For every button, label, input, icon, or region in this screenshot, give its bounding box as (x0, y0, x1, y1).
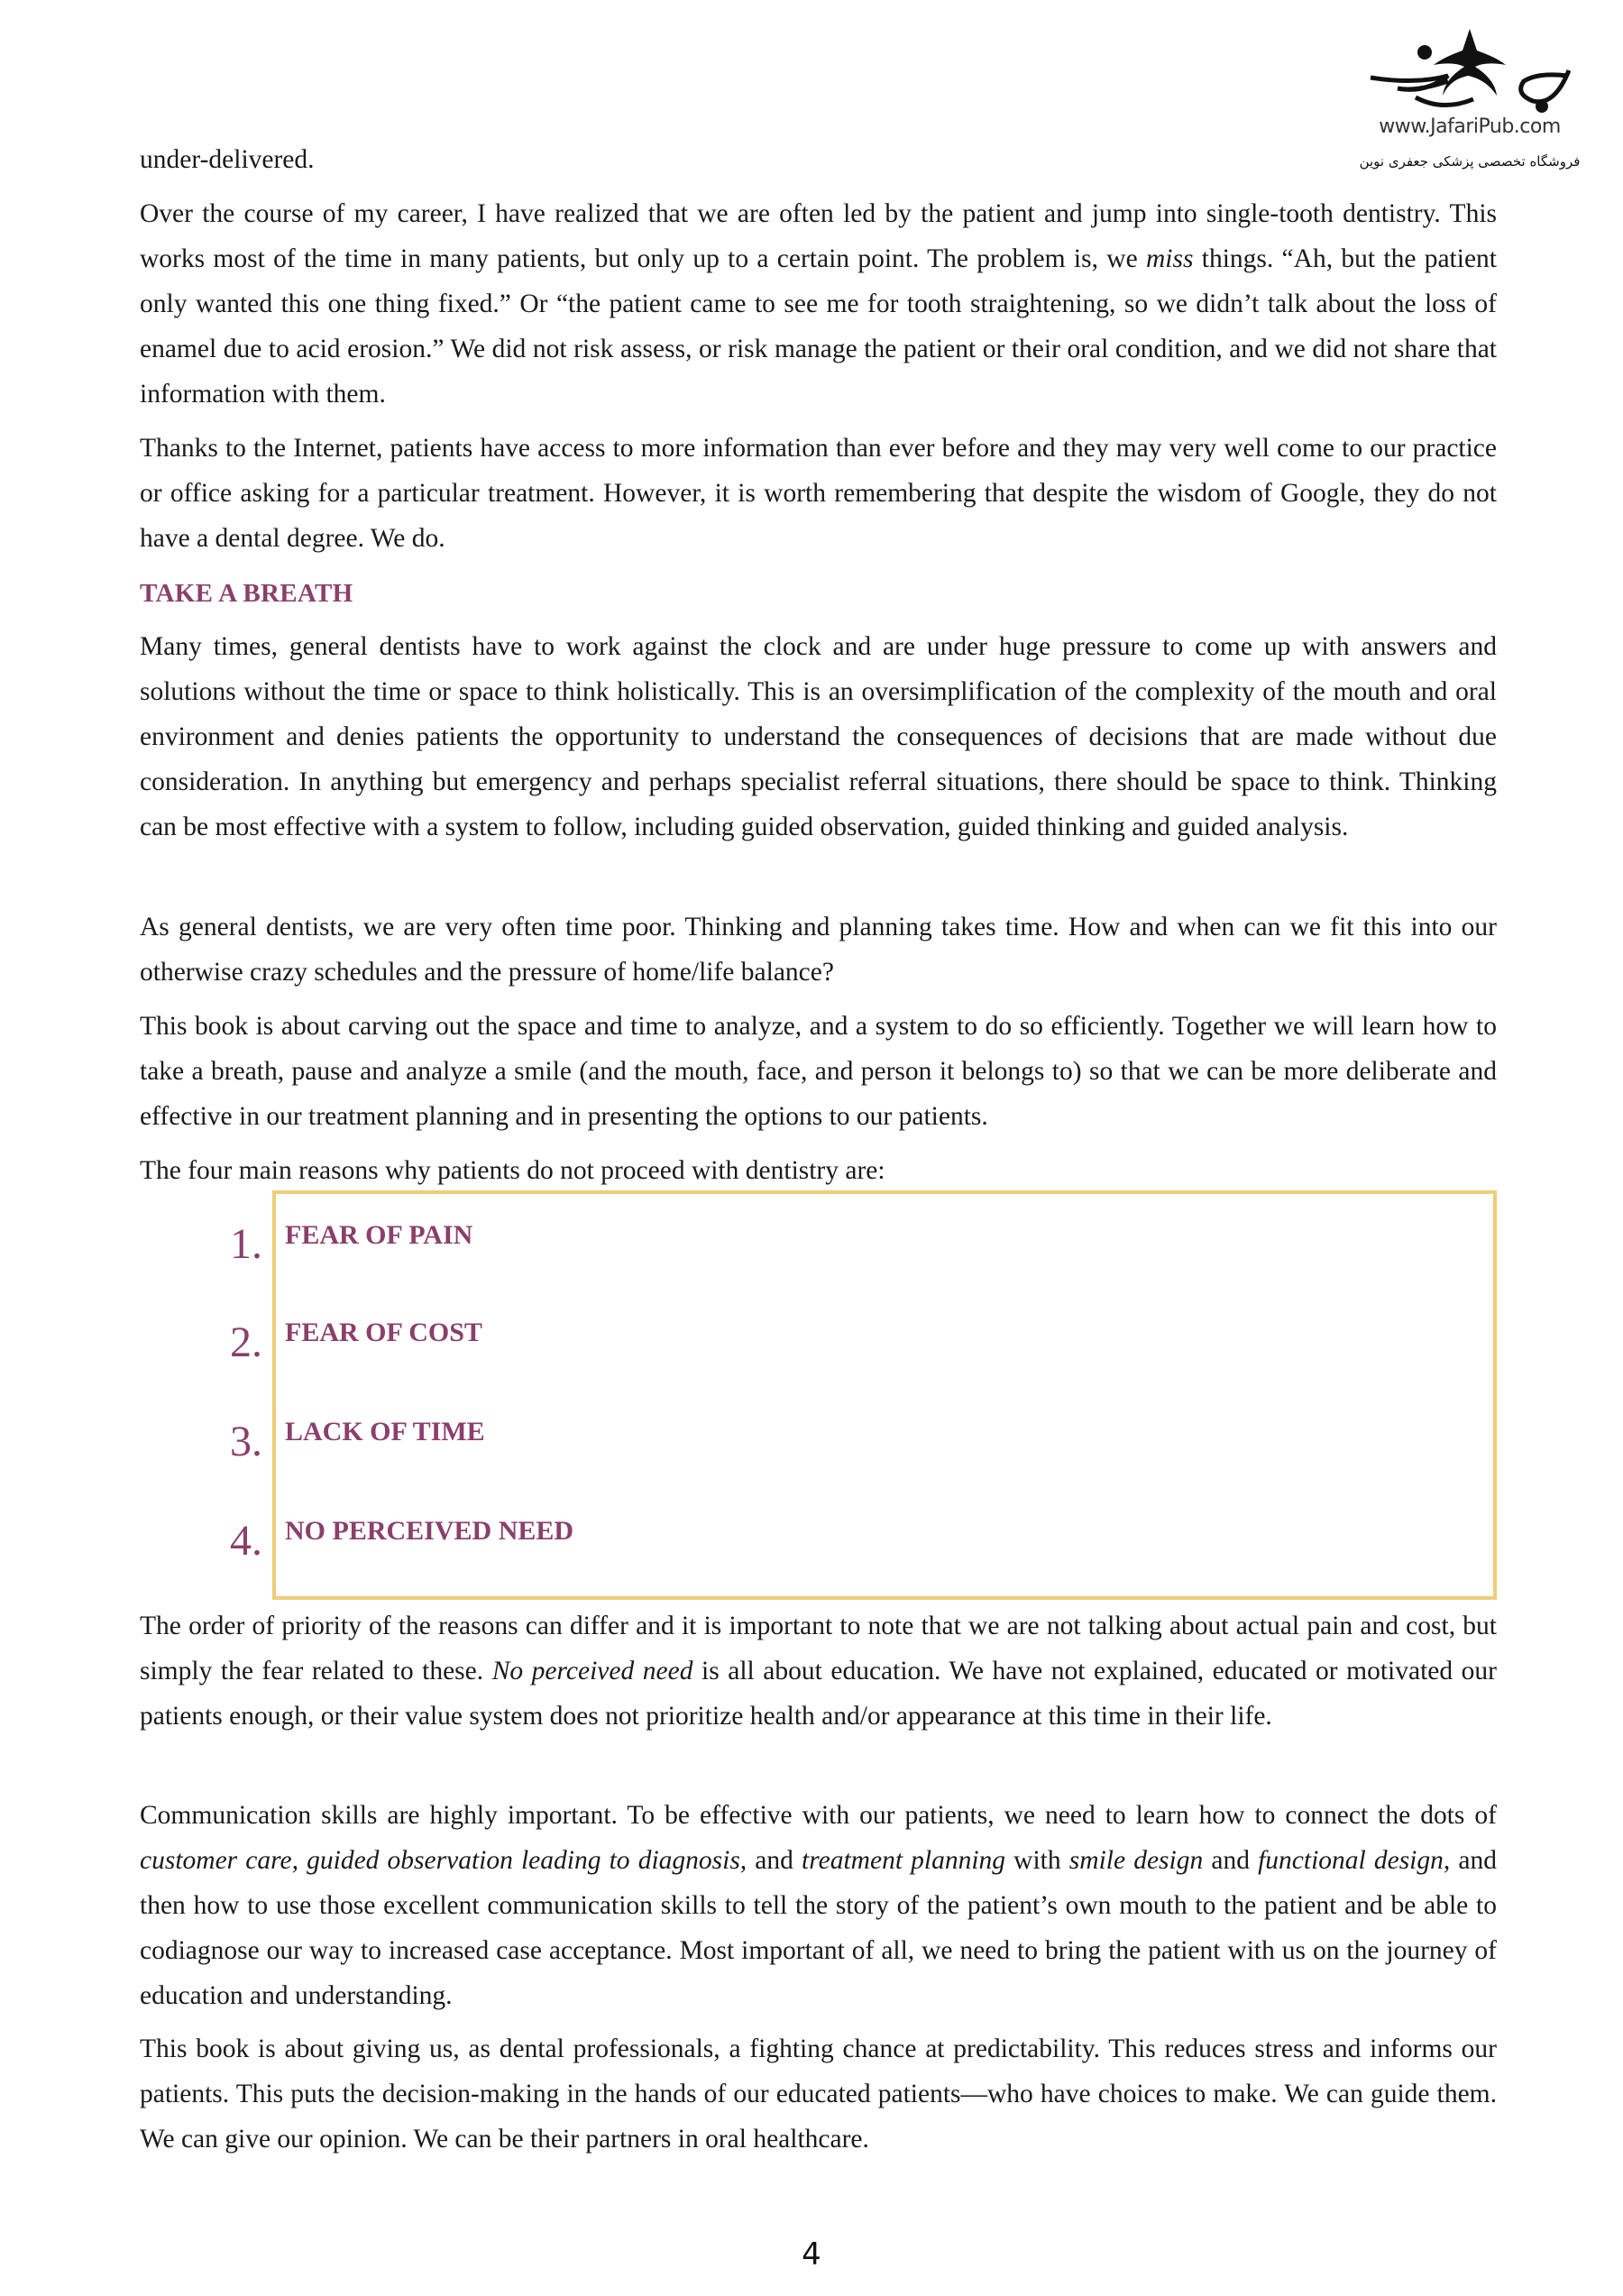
italic-run: No perceived need (491, 1657, 693, 1685)
italic-run: functional design (1258, 1846, 1444, 1875)
list-number: 4. (230, 1517, 262, 1565)
text-run: and (747, 1846, 802, 1875)
list-number: 3. (230, 1418, 262, 1465)
paragraph-order-priority (140, 1603, 1497, 1739)
logo-url-text: www.JafariPub.com (1379, 115, 1561, 138)
jafari-logo-icon (1362, 25, 1578, 115)
paragraph-communication (140, 1793, 1497, 2018)
list-number: 2. (230, 1318, 262, 1366)
list-item: NO PERCEIVED NEED (285, 1516, 574, 1546)
text-run: is all about education. We have not explained, educated or motivated our patients enough, or their value system does not prioritize health and/or appearance at this time in their life. (140, 1657, 1497, 1731)
paragraph-many-times: Many times, general dentists have to work against the clock and are under huge pressure to come up with answers and solutions without the time or space to think holistically. This is an oversimplification of the complexity of the mouth and oral environment and denies patients the opportunity to understand the consequences of decisions that are made without due consideration. In anything but emergency and perhaps specialist referral situations, there should be space to think. Thinking can be most effective with a system to follow, including guided observation, guided thinking and guided analysis. (140, 632, 1497, 841)
italic-run: smile design (1068, 1846, 1204, 1875)
text-run: and (1203, 1846, 1259, 1875)
text-run: , and then how to use those excellent communication skills to tell the story of the patient’s own mouth to the patient and be able to codiagnose our way to increased case acceptance. Most important of all, we need to bring the patient with us on the journey of education and understanding. (140, 1846, 1497, 2010)
text-run: The order of priority of the reasons can differ and it is important to note that we are not talking about actual pain and cost, but simply the fear related to these. (140, 1612, 1497, 1685)
page-number: 4 (802, 2236, 821, 2273)
text-run: Over the course of my career, I have realized that we are often led by the patient and jump into single-tooth dentistry. This works most of the time in many patients, but only up to a certain point. The problem is, we (140, 199, 1497, 273)
logo-subtitle: فروشگاه تخصصی پزشکی جعفری نوین (1359, 153, 1581, 170)
paragraph-this-book: This book is about carving out the space and time to analyze, and a system to do so efficiently. Together we will learn how to take a breath, pause and analyze a smile (and the mouth, face, and person it belongs to) so that we can be more deliberate and effective in our treatment planning and in presenting the options to our patients. (140, 1012, 1497, 1131)
italic-run: treatment planning (802, 1846, 1006, 1875)
paragraph-internet: Thanks to the Internet, patients have access to more information than ever before and they may very well come to our practice or office asking for a particular treatment. However, it is worth remembering that despite the wisdom of Google, they do not have a dental degree. We do. (140, 434, 1497, 553)
list-number: 1. (230, 1220, 262, 1268)
paragraph-time-poor: As general dentists, we are very often time poor. Thinking and planning takes time. How and when can we fit this into our otherwise crazy schedules and the pressure of home/life balance? (140, 913, 1497, 987)
paragraph-career (140, 191, 1497, 417)
italic-run: miss (1145, 244, 1194, 273)
text-run: with (1005, 1846, 1069, 1875)
list-item: FEAR OF PAIN (285, 1220, 473, 1250)
section-heading: TAKE A BREATH (140, 579, 353, 608)
paragraph-four-reasons-intro: The four main reasons why patients do not proceed with dentistry are: (140, 1156, 885, 1185)
paragraph-continuation: under-delivered. (140, 145, 315, 174)
paragraph-predictability: This book is about giving us, as dental professionals, a fighting chance at predictability. This reduces stress and informs our patients. This puts the decision-making in the hands of our educated patients—who have choices to make. We can guide them. We can give our opinion. We can be their partners in oral healthcare. (140, 2034, 1497, 2154)
text-run: Communication skills are highly important. To be effective with our patients, we need to learn how to connect the dots of (140, 1801, 1497, 1830)
list-item: LACK OF TIME (285, 1417, 485, 1446)
italic-run: customer care, guided observation leading to diagnosis, (140, 1846, 747, 1875)
list-item: FEAR OF COST (285, 1318, 482, 1347)
text-run: things. “Ah, but the patient only wanted this one thing fixed.” Or “the patient came to see me for tooth straightening, so we didn’t talk about the loss of enamel due to acid erosion.” We did not risk assess, or risk manage the patient or their oral condition, and we did not share that information with them. (140, 244, 1497, 409)
